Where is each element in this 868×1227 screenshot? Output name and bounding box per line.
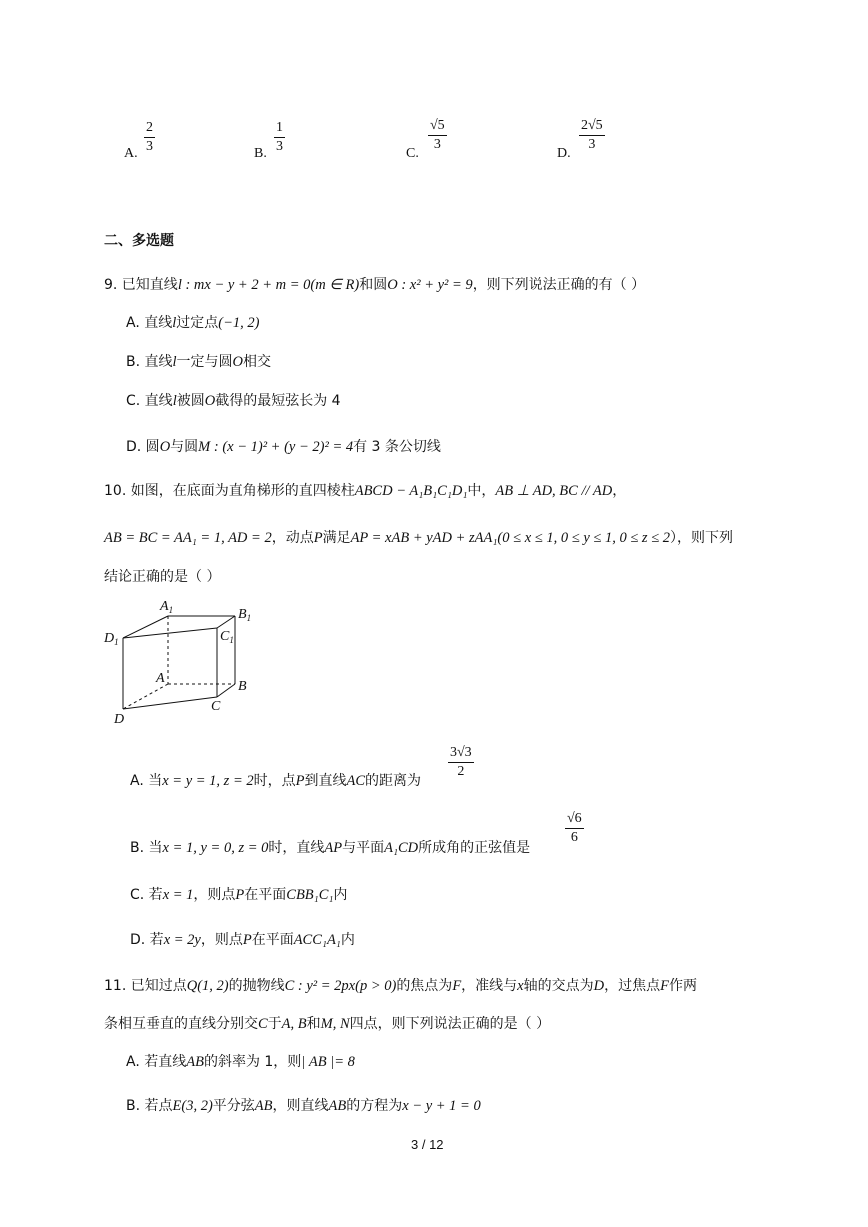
q11-b-m1: E(3, 2) (172, 1098, 213, 1114)
q8-option-c-label: C. (406, 146, 419, 161)
q10-option-c (130, 884, 347, 904)
q10-l1-text3: ， (612, 483, 627, 499)
q11-l1-t8: 轴的交点为 (523, 978, 594, 994)
label-c1: C (220, 629, 230, 644)
q10-d-text2: ，则点 (200, 932, 243, 948)
q9-option-d (126, 436, 441, 456)
q11-l1-t2: 的抛物线 (228, 978, 285, 994)
q9-b-text1: B. 直线 (126, 354, 173, 370)
q10-d-text4: 内 (340, 932, 355, 948)
label-b: B (238, 679, 247, 694)
q11-b-m5: AB (328, 1098, 347, 1114)
label-d1-sub: 1 (114, 637, 119, 647)
q10-option-b (130, 837, 530, 857)
q8-option-d-fraction (579, 118, 605, 153)
q10-a-math3: AC (346, 773, 365, 789)
q9-a-text1: A. 直线 (126, 315, 173, 331)
label-d1: D (104, 631, 115, 646)
q8-option-c-fraction (428, 118, 447, 153)
q9-b-math2: O (232, 354, 244, 370)
label-b1: B (238, 607, 247, 622)
q10-c-text3: 在平面 (244, 887, 287, 903)
q11-b-t0: B. 若点 (126, 1098, 173, 1114)
q10-d-math3: ACC₁A₁ (293, 932, 341, 948)
q9-c-math2: O (204, 393, 216, 409)
edge-c1-d1 (123, 628, 217, 638)
q10-b-text1: B. 当 (130, 840, 163, 856)
q10-option-a-fraction (448, 745, 474, 780)
q9-option-c (126, 390, 341, 410)
q10-a-math2: P (295, 773, 305, 789)
q10-b-math3: A₁CD (384, 840, 419, 856)
q8-option-c-num: √5 (428, 118, 447, 136)
q9-stem-c: ，则下列说法正确的有（ ） (472, 277, 646, 293)
q11-b-m7: x − y + 1 = 0 (402, 1098, 481, 1114)
q9-c-math1: l (172, 393, 177, 409)
q11-l1-t4: 的焦点为 (396, 978, 453, 994)
q10-b-math2: AP (324, 840, 343, 856)
q10-prism-name: ABCD − A₁B₁C₁D₁ (354, 483, 468, 499)
q11-stem-line2 (104, 1013, 550, 1033)
q10-d-text3: 在平面 (251, 932, 294, 948)
q11-l1-m1: Q(1, 2) (186, 978, 229, 994)
q10-c-math2: P (235, 887, 245, 903)
q10-b-frac-den: 6 (570, 830, 578, 845)
q10-a-text4: 的距离为 (365, 773, 421, 789)
q9-stem-b: 和圆 (359, 277, 388, 293)
q11-b-m3: AB (254, 1098, 273, 1114)
svg-text:A1 (159, 599, 173, 615)
q11-option-b (126, 1095, 481, 1115)
q10-a-text2: 时，点 (253, 773, 296, 789)
edge-a-d-hidden (123, 684, 168, 709)
q9-d-text2: 与圆 (170, 439, 199, 455)
q9-b-math1: l (172, 354, 177, 370)
q9-a-text2: 过定点 (176, 315, 219, 331)
q9-c-text3: 截得的最短弦长为 4 (215, 393, 341, 409)
q9-stem (104, 274, 645, 294)
q10-l2-text2: 满足 (322, 530, 351, 546)
q9-d-text3: 有 3 条公切线 (353, 439, 441, 455)
q9-b-text2: 一定与圆 (176, 354, 233, 370)
q10-option-d (130, 929, 355, 949)
q11-l2-t0: 条相互垂直的直线分别交 (104, 1016, 258, 1032)
q10-option-a (130, 770, 421, 790)
q10-d-text1: D. 若 (130, 932, 164, 948)
q10-stem-line2 (104, 527, 733, 547)
q10-b-text2: 时，直线 (268, 840, 325, 856)
label-d: D (114, 712, 125, 727)
q8-option-b-fraction (274, 120, 285, 155)
q8-option-a-num: 2 (144, 120, 155, 138)
q11-l1-m11: F (660, 978, 669, 994)
q9-option-b (126, 351, 271, 371)
q9-a-math2: (−1, 2) (218, 315, 260, 331)
q10-l2-text1: ，动点 (271, 530, 314, 546)
q9-circle-equation: O : x² + y² = 9 (387, 277, 473, 293)
label-a1: A (160, 599, 169, 614)
q10-option-b-fraction (565, 811, 584, 846)
svg-text:B1 (238, 607, 251, 623)
q11-l2-m1: C (258, 1016, 268, 1032)
q11-a-t0: A. 若直线 (126, 1054, 187, 1070)
q10-b-text4: 所成角的正弦值是 (418, 840, 531, 856)
q11-l1-m9: D (593, 978, 605, 994)
prism-diagram (100, 596, 270, 730)
prism-figure (100, 596, 270, 730)
q9-c-text2: 被圆 (176, 393, 205, 409)
q10-c-text2: ，则点 (193, 887, 236, 903)
q9-stem-a: 9. 已知直线 (104, 277, 178, 293)
q10-b-text3: 与平面 (342, 840, 385, 856)
q10-d-math2: P (242, 932, 252, 948)
q11-l1-t12: 作两 (668, 978, 697, 994)
section-heading: 二、多选题 (104, 233, 174, 249)
label-a1-sub: 1 (168, 605, 174, 615)
q11-b-t4: ，则直线 (272, 1098, 329, 1114)
q10-lengths: AB = BC = AA₁ = 1, AD = 2 (104, 530, 272, 546)
q10-a-math1: x = y = 1, z = 2 (162, 773, 254, 789)
q11-l1-t0: 11. 已知过点 (104, 978, 187, 994)
q8-option-c-den: 3 (433, 137, 441, 152)
q11-a-m3: | AB |= 8 (301, 1054, 355, 1070)
q10-a-text1: A. 当 (130, 773, 163, 789)
q10-stem-line3: 结论正确的是（ ） (104, 569, 221, 585)
q8-option-a-label: A. (124, 146, 138, 161)
edge-d1-a1 (123, 616, 168, 638)
q11-b-t6: 的方程为 (346, 1098, 403, 1114)
label-c: C (211, 699, 221, 714)
q11-a-m1: AB (186, 1054, 204, 1070)
q8-option-a-fraction (144, 120, 155, 155)
q8-option-b-num: 1 (274, 120, 285, 138)
q10-l1-text2: 中， (467, 483, 496, 499)
q11-b-t2: 平分弦 (212, 1098, 255, 1114)
q11-l1-m5: F (452, 978, 462, 994)
q10-a-frac-den: 2 (457, 764, 465, 779)
q10-b-math1: x = 1, y = 0, z = 0 (162, 840, 269, 856)
q10-l1-text1: 10. 如图，在底面为直角梯形的直四棱柱 (104, 483, 355, 499)
q10-b-frac-num: √6 (565, 811, 584, 829)
edge-b-c (217, 684, 235, 697)
q11-option-a (126, 1051, 355, 1071)
q10-conditions: AB ⊥ AD, BC // AD (495, 483, 613, 499)
q9-line-equation: l : mx − y + 2 + m = 0(m ∈ R) (177, 277, 360, 293)
q9-d-math1: O (159, 439, 171, 455)
q10-c-text1: C. 若 (130, 887, 163, 903)
q8-option-d-num: 2√5 (579, 118, 605, 136)
q11-a-t2: 的斜率为 1，则 (203, 1054, 302, 1070)
label-c1-sub: 1 (229, 635, 234, 645)
q10-l2-text3: ），则下列 (670, 530, 734, 546)
q11-l2-t4: 和 (306, 1016, 321, 1032)
q10-c-math3: CBB₁C₁ (286, 887, 334, 903)
q10-stem-line1 (104, 480, 626, 500)
q9-b-text3: 相交 (243, 354, 272, 370)
q10-point-p: P (313, 530, 323, 546)
q10-c-math1: x = 1 (162, 887, 194, 903)
q9-d-text1: D. 圆 (126, 439, 160, 455)
q11-l2-m3: A, B (281, 1016, 307, 1032)
q10-z-range: , 0 ≤ z ≤ 2 (612, 530, 671, 546)
edge-c-d (123, 697, 217, 709)
q9-a-math1: l (172, 315, 177, 331)
q8-option-d-label: D. (557, 146, 571, 161)
q11-l1-m7: x (517, 978, 524, 994)
q10-vector-equation: AP = xAB + yAD + zAA₁(0 ≤ x ≤ 1, 0 ≤ y ≤ 1 (350, 530, 613, 546)
page-number: 3 / 12 (411, 1137, 444, 1152)
q10-c-text4: 内 (333, 887, 348, 903)
q9-c-text1: C. 直线 (126, 393, 173, 409)
q11-l2-t6: 四点，则下列说法正确的是（ ） (349, 1016, 551, 1032)
q8-option-b-den: 3 (276, 139, 283, 154)
q9-d-math2: M : (x − 1)² + (y − 2)² = 4 (198, 439, 354, 455)
label-a: A (156, 671, 165, 686)
q8-option-a-den: 3 (146, 139, 153, 154)
label-b1-sub: 1 (246, 613, 252, 623)
q11-l1-t6: ，准线与 (461, 978, 518, 994)
q11-l2-t2: 于 (267, 1016, 282, 1032)
q11-stem-line1 (104, 975, 697, 995)
q11-l1-m3: C : y² = 2px(p > 0) (284, 978, 397, 994)
svg-text:D1 (103, 631, 119, 647)
q11-l2-m5: M, N (320, 1016, 350, 1032)
q10-a-frac-num: 3√3 (448, 745, 474, 763)
q8-option-b-label: B. (254, 146, 267, 161)
edge-b1-c1 (217, 616, 235, 628)
q11-l1-t10: ，过焦点 (604, 978, 661, 994)
q9-option-a (126, 312, 259, 332)
q8-option-d-den: 3 (588, 137, 596, 152)
q10-a-text3: 到直线 (304, 773, 347, 789)
q10-d-math1: x = 2y (163, 932, 201, 948)
svg-text:C1 (220, 629, 234, 645)
